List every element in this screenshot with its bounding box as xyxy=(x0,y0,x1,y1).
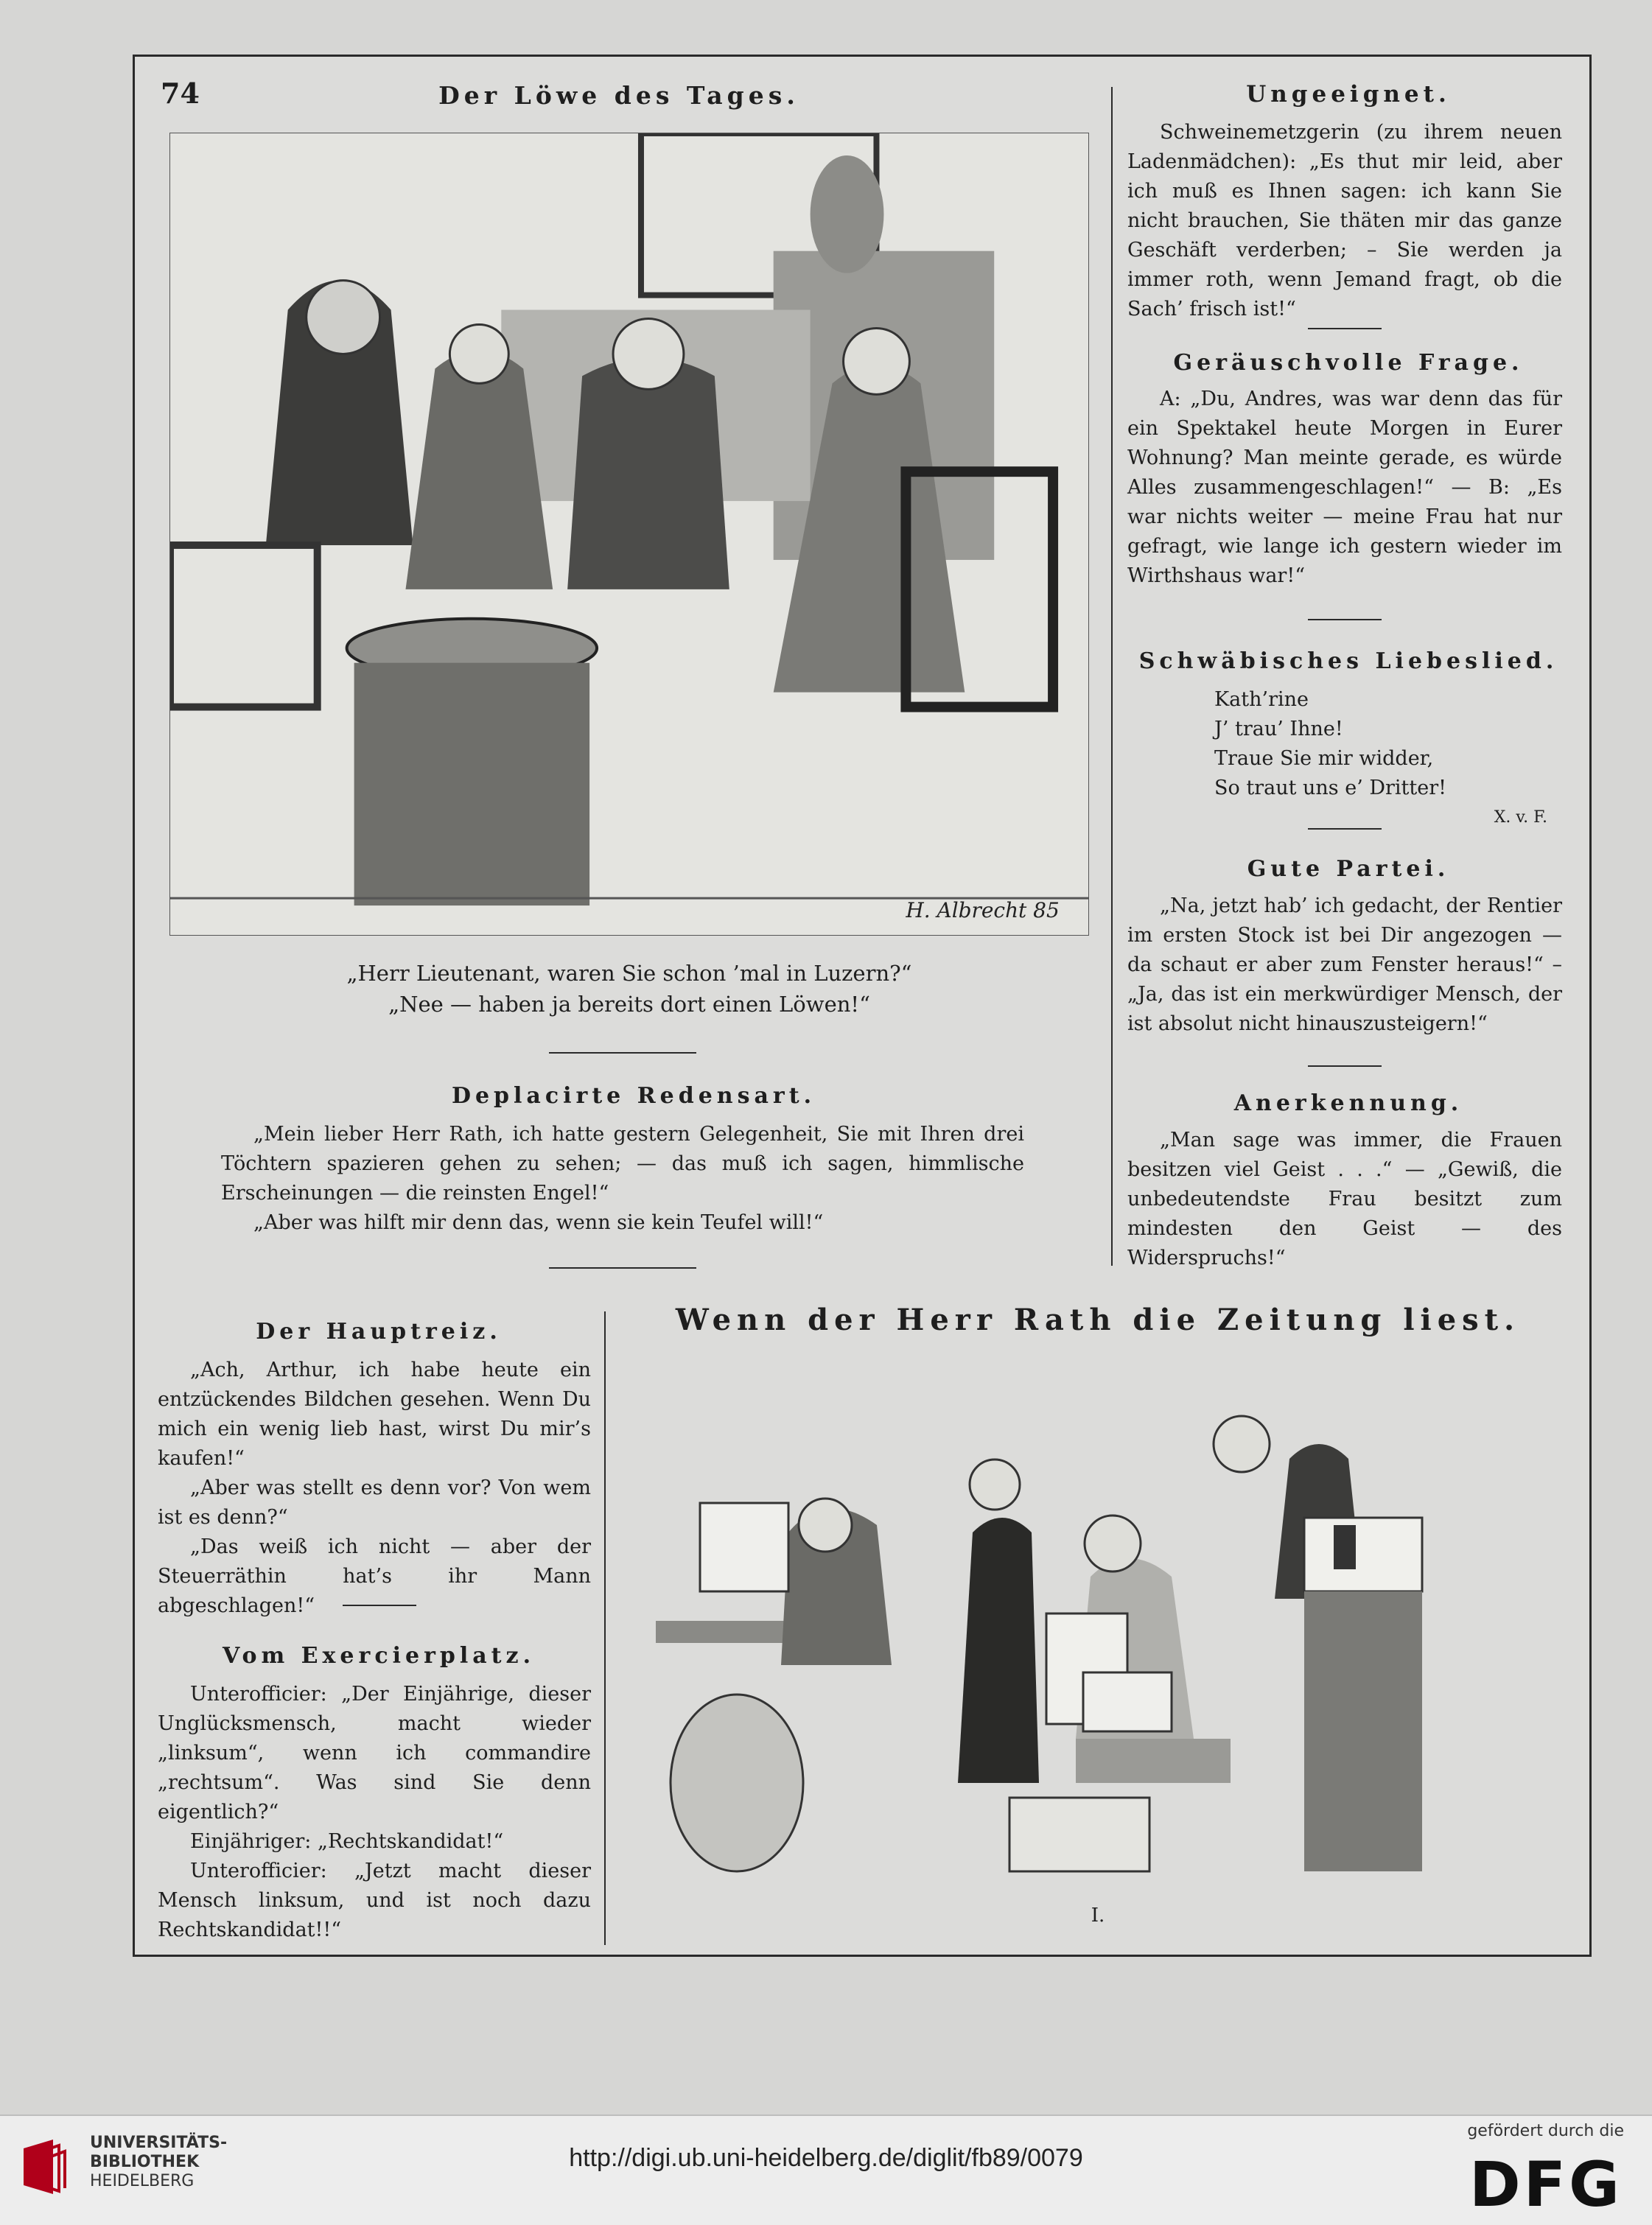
column-divider xyxy=(1111,87,1113,1266)
zeitung-title: Wenn der Herr Rath die Zeitung liest. xyxy=(675,1303,1521,1337)
exercierplatz-title: Vom Exercierplatz. xyxy=(222,1643,536,1669)
poem-signature: X. v. F. xyxy=(1494,808,1547,827)
library-name-line: UNIVERSITÄTS- xyxy=(90,2134,228,2152)
dfg-logo[interactable]: DFG xyxy=(1469,2148,1623,2221)
ungeeignet-body xyxy=(1127,118,1562,324)
exercierplatz-line-3: Unterofficier: „Jetzt macht dieser Mensch linksum, und ist noch dazu Rechtskandidat!!“ xyxy=(158,1860,591,1941)
library-name-line: BIBLIOTHEK xyxy=(90,2153,200,2171)
anerkennung-title: Anerkennung. xyxy=(1233,1090,1463,1116)
schwaebisches-poem xyxy=(1214,685,1539,803)
hauptreiz-line-2: „Aber was stellt es denn vor? Von wem ist es denn?“ xyxy=(158,1476,591,1529)
poem-line: So traut uns e’ Dritter! xyxy=(1214,777,1446,799)
section-rule xyxy=(1308,1065,1382,1067)
hauptreiz-line-3: „Das weiß ich nicht — aber der Steuerräthin hat’s ihr Mann abgeschlagen!“ xyxy=(158,1535,591,1617)
anerkennung-body xyxy=(1127,1126,1562,1273)
hauptreiz-title: Der Hauptreiz. xyxy=(256,1319,502,1345)
section-rule xyxy=(549,1267,696,1269)
illustration-signature: H. Albrecht 85 xyxy=(906,898,1060,923)
page-number: 74 xyxy=(161,77,200,110)
deplacirte-line-1: „Mein lieber Herr Rath, ich hatte gestern Gelegenheit, Sie mit Ihren drei Töchtern spazieren gehen zu sehen; — das muß ich sagen, himmlische Erscheinungen — die reinsten Engel!“ xyxy=(221,1123,1024,1205)
exercierplatz-line-1: Unterofficier: „Der Einjährige, dieser Unglücksmensch, macht wieder „linksum“, wenn ich commandire „rechtsum“. Was sind Sie denn eigentlich?“ xyxy=(158,1683,591,1823)
ungeeignet-title: Ungeeignet. xyxy=(1246,81,1451,108)
deplacirte-body xyxy=(221,1120,1024,1238)
loewe-caption xyxy=(169,958,1089,1020)
illustration-salon-scene xyxy=(169,133,1089,936)
hauptreiz-line-1: „Ach, Arthur, ich habe heute ein entzückendes Bildchen gesehen. Wenn Du mich ein wenig lieb hast, wirst Du mir’s kaufen!“ xyxy=(158,1359,591,1470)
poem-line: Kath’rine xyxy=(1214,688,1309,711)
panel-number: I. xyxy=(1091,1905,1105,1927)
section-rule xyxy=(1308,619,1382,620)
section-rule xyxy=(1308,828,1382,830)
column-divider xyxy=(604,1311,606,1945)
illustration-newspaper-reading xyxy=(656,1356,1555,1893)
section-rule xyxy=(1308,328,1382,329)
hauptreiz-body xyxy=(158,1356,591,1621)
anerkennung-text: „Man sage was immer, die Frauen besitzen viel Geist . . .“ — „Gewiß, die unbedeutendste Frau besitzt zum mindesten den Geist — des Widerspruchs!“ xyxy=(1127,1129,1562,1269)
library-name-line: HEIDELBERG xyxy=(90,2172,195,2190)
gute-partei-text: „Na, jetzt hab’ ich gedacht, der Rentier im ersten Stock ist bei Dir angezogen — da schaut er aber zum Fenster heraus!“ – „Ja, das ist ein merkwürdiger Mensch, der ist absolut nicht hinauszusteigern!“ xyxy=(1127,894,1562,1035)
geraeuschvolle-text: A: „Du, Andres, was war denn das für ein Spektakel heute Morgen in Eurer Wohnung? Man meinte gerade, es würde Alles zusammengeschlagen!“ — B: „Es war nichts weiter — meine Frau hat nur gefragt, wie lange ich gestern wieder im Wirthshaus war!“ xyxy=(1127,388,1562,587)
gute-partei-title: Gute Partei. xyxy=(1247,856,1450,882)
ungeeignet-text: Schweinemetzgerin (zu ihrem neuen Ladenmädchen): „Es thut mir leid, aber ich muß es Ihnen sagen: ich kann Sie nicht brauchen, Sie thäten mir das ganze Geschäft verderben; – Sie werden ja immer roth, wenn Jemand fragt, ob die Sach’ frisch ist!“ xyxy=(1127,121,1562,320)
exercierplatz-body xyxy=(158,1680,591,1945)
gute-partei-body xyxy=(1127,891,1562,1039)
exercierplatz-line-2: Einjähriger: „Rechtskandidat!“ xyxy=(190,1830,504,1853)
schwaebisches-title: Schwäbisches Liebeslied. xyxy=(1138,648,1558,674)
permalink-url[interactable]: http://digi.ub.uni-heidelberg.de/diglit/fb89/0079 xyxy=(569,2144,1083,2172)
caption-line-1: „Herr Lieutenant, waren Sie schon ’mal in Luzern?“ xyxy=(346,961,912,986)
caption-line-2: „Nee — haben ja bereits dort einen Löwen!“ xyxy=(388,992,870,1017)
funded-by-label: gefördert durch die xyxy=(1467,2122,1624,2140)
section-rule xyxy=(343,1605,416,1606)
section-rule xyxy=(549,1052,696,1054)
geraeuschvolle-body xyxy=(1127,385,1562,591)
geraeuschvolle-title: Geräuschvolle Frage. xyxy=(1173,350,1524,376)
poem-line: Traue Sie mir widder, xyxy=(1214,747,1434,770)
poem-line: J’ trau’ Ihne! xyxy=(1214,718,1343,740)
deplacirte-line-2: „Aber was hilft mir denn das, wenn sie kein Teufel will!“ xyxy=(253,1211,824,1234)
loewe-title: Der Löwe des Tages. xyxy=(438,81,799,110)
deplacirte-title: Deplacirte Redensart. xyxy=(451,1083,816,1109)
